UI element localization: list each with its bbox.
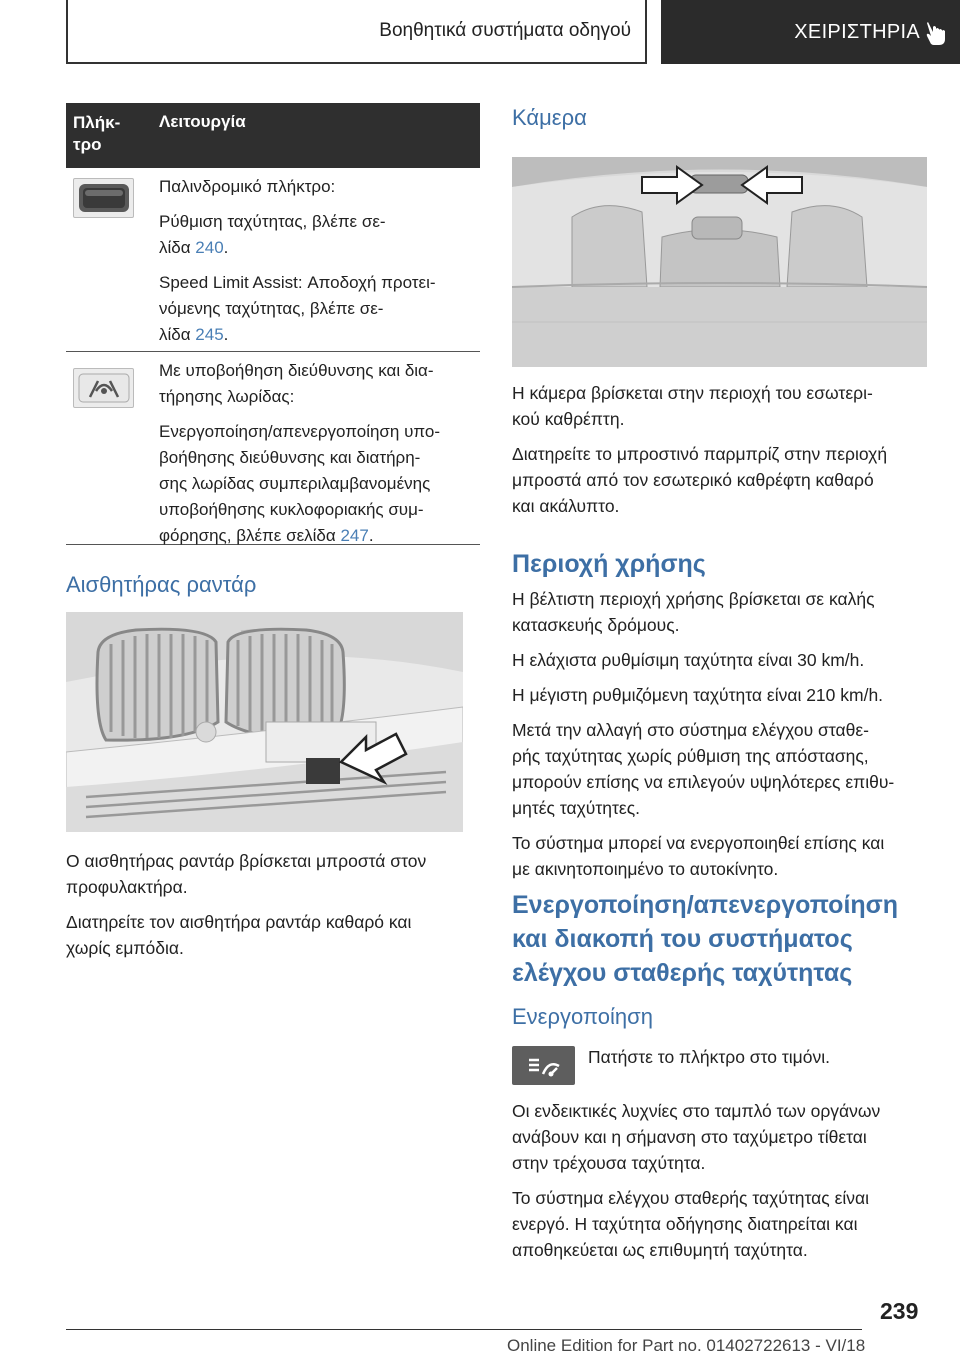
row2-description: Ενεργοποίηση/απενεργοποίηση υπο- βοήθησης διεύθυνσης και διατήρη- σης λωρίδας συμπεριλαμβανομένης υποβοήθησης κυκλοφοριακής συμ- φόρησης, βλέπε σελίδα 247. [159,422,440,545]
table-row [66,352,480,545]
activation-subtitle: Ενεργοποίηση [512,1004,653,1029]
activation-text [512,1098,932,1272]
radar-location-text: Ο αισθητήρας ραντάρ βρίσκεται μπροστά στον προφυλακτήρα. [66,851,427,897]
row2-text [159,358,477,558]
usage-min-speed-text: Η ελάχιστα ρυθμίσιμη ταχύτητα είναι 30 km/h. [512,650,865,670]
camera-location-photo [512,157,927,367]
camera-clean-text: Διατηρείτε το μπροστινό παρμπρίζ στην περιοχή μπροστά από τον εσωτερικό καθρέφτη καθαρό και ακάλυπτο. [512,444,888,516]
page-ref-245[interactable]: 245 [195,325,224,344]
activation-title: Ενεργοποίηση/απενεργοποίηση και διακοπή του συστήματος ελέγχου σταθερής ταχύτητας [512,891,899,987]
table-header-button: Πλήκ- τρο [73,113,121,154]
usage-text [512,586,932,891]
activation-active-text: Το σύστημα ελέγχου σταθερής ταχύτητας είναι ενεργό. Η ταχύτητα οδήγησης διατηρείται και αποθηκεύεται ως επιθυμητή ταχύτητα. [512,1188,870,1260]
footer-edition: Online Edition for Part no. 01402722613 - VI/18 [507,1336,866,1355]
page-ref-247[interactable]: 247 [340,526,369,545]
left-column [66,103,480,545]
camera-title: Κάμερα [512,105,587,130]
header-chapter-box [661,0,960,64]
table-row [66,168,480,352]
usage-higher-speed-text: Μετά την αλλαγή στο σύστημα ελέγχου σταθε- ρής ταχύτητας χωρίς ρύθμιση της απόστασης, μπορούν επίσης να επιλεγούν υψηλότερες επιθυ- μητές ταχύτητες. [512,720,895,818]
radar-title: Αισθητήρας ραντάρ [66,572,257,597]
row1-text [159,174,477,357]
radar-sensor-photo [66,612,463,832]
usage-max-speed-text: Η μέγιστη ρυθμιζόμενη ταχύτητα είναι 210 km/h. [512,685,884,705]
camera-text [512,380,932,528]
row1-label: Παλινδρομικό πλήκτρο: [159,177,336,196]
rocker-switch-icon [73,178,134,218]
page-ref-240[interactable]: 240 [195,238,224,257]
lane-assist-icon [73,368,134,408]
table-header-function: Λειτουργία [159,112,246,131]
cruise-control-button-icon [512,1046,575,1085]
row2-label: Με υποβοήθηση διεύθυνσης και δια- τήρησης λωρίδας: [159,361,434,406]
function-table-header [66,103,480,168]
radar-text [66,848,476,970]
row1-speed-adjust: Ρύθμιση ταχύτητας, βλέπε σε- λίδα 240. [159,212,386,257]
radar-clean-text: Διατηρείτε τον αισθητήρα ραντάρ καθαρό και χωρίς εμπόδια. [66,912,412,958]
usage-standstill-text: Το σύστημα μπορεί να ενεργοποιηθεί επίσης και με ακινητοποιημένο το αυτοκίνητο. [512,833,885,879]
footer-divider [66,1329,862,1330]
header-section-box [66,0,647,64]
pointing-hand-icon [924,20,948,46]
activation-press-text: Πατήστε το πλήκτρο στο τιμόνι. [588,1047,830,1067]
usage-optimal-text: Η βέλτιστη περιοχή χρήσης βρίσκεται σε καλής κατασκευής δρόμους. [512,589,875,635]
usage-title: Περιοχή χρήσης [512,550,706,578]
header-chapter-title: ΧΕΙΡΙΣΤΗΡΙΑ [794,20,920,43]
camera-location-text: Η κάμερα βρίσκεται στην περιοχή του εσωτερι- κού καθρέπτη. [512,383,873,429]
row1-speed-limit-assist: Speed Limit Assist: Αποδοχή προτει- νόμενης ταχύτητας, βλέπε σε- λίδα 245. [159,273,436,344]
header-section-title: Βοηθητικά συστήματα οδηγού [379,20,631,41]
page-number: 239 [880,1298,919,1324]
activation-indicator-text: Οι ενδεικτικές λυχνίες στο ταμπλό των οργάνων ανάβουν και η σήμανση στο ταχύμετρο τίθεται στην τρέχουσα ταχύτητα. [512,1101,881,1173]
